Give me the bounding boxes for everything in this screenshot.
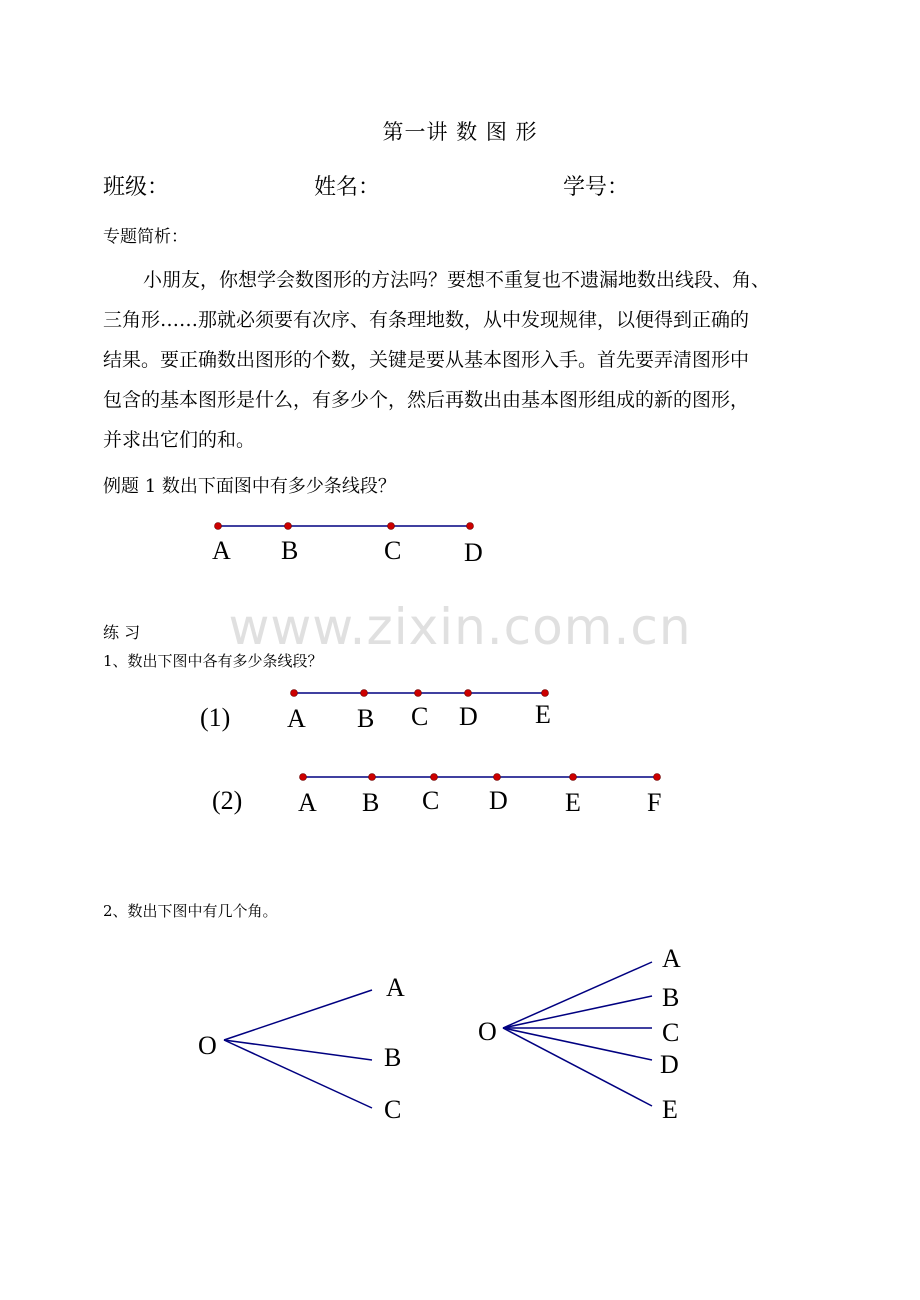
paragraph-line: 小朋友，你想学会数图形的方法吗？要想不重复也不遗漏地数出线段、角、 [143, 269, 771, 291]
point-label: B [357, 704, 375, 733]
segment-point [654, 774, 661, 781]
segment-point [494, 774, 501, 781]
point-label: E [565, 788, 581, 817]
point-label: A [287, 704, 306, 733]
paragraph-line: 并求出它们的和。 [103, 429, 256, 451]
ray-label: D [660, 1050, 679, 1079]
ray-label: E [662, 1095, 678, 1124]
ray-label: C [662, 1018, 680, 1047]
segment-point [215, 523, 222, 530]
point-label: D [489, 786, 508, 815]
vertex-label: O [198, 1031, 217, 1060]
section-heading: 专题简析： [103, 227, 188, 247]
class-label: 班级： [103, 175, 170, 200]
practice-heading: 练 习 [103, 623, 141, 642]
ray-line [503, 996, 652, 1028]
ray-label: B [662, 983, 680, 1012]
ray-label: C [384, 1095, 402, 1124]
question-1: 1、数出下图中各有多少条线段？ [103, 652, 323, 670]
point-label: C [422, 786, 440, 815]
ray-label: B [384, 1043, 402, 1072]
figure-label: (1) [200, 703, 231, 732]
student-id-label: 学号： [563, 175, 630, 200]
segment-point [431, 774, 438, 781]
example-1-heading: 例题 1 数出下面图中有多少条线段？ [103, 476, 396, 497]
point-label: A [212, 536, 231, 565]
segment-point [291, 690, 298, 697]
point-label: F [647, 788, 662, 817]
name-label: 姓名： [314, 175, 381, 200]
page-title: 第一讲 数 图 形 [382, 120, 538, 144]
point-label: C [411, 702, 429, 731]
ray-line [503, 1028, 652, 1060]
point-label: C [384, 536, 402, 565]
segment-point [369, 774, 376, 781]
vertex-label: O [478, 1017, 497, 1046]
paragraph-line: 三角形……那就必须要有次序、有条理地数，从中发现规律，以便得到正确的 [103, 309, 750, 331]
segment-point [465, 690, 472, 697]
point-label: E [535, 700, 551, 729]
segment-point [361, 690, 368, 697]
ray-line [224, 990, 372, 1040]
angle-figure-1 [198, 973, 405, 1124]
segment-point [388, 523, 395, 530]
practice-figure-2 [212, 774, 661, 818]
figure-label: (2) [212, 786, 243, 815]
point-label: B [281, 536, 299, 565]
paragraph-line: 包含的基本图形是什么，有多少个，然后再数出由基本图形组成的新的图形， [103, 389, 750, 411]
point-label: D [464, 538, 483, 567]
point-label: A [298, 788, 317, 817]
segment-point [467, 523, 474, 530]
ray-line [503, 962, 652, 1028]
watermark: www.zixin.com.cn [228, 598, 692, 656]
segment-point [542, 690, 549, 697]
example-segment-figure [212, 523, 483, 568]
segment-point [415, 690, 422, 697]
segment-point [570, 774, 577, 781]
ray-line [503, 1028, 652, 1106]
ray-label: A [386, 973, 405, 1002]
angle-figure-2 [478, 944, 681, 1124]
question-2: 2、数出下图中有几个角。 [103, 902, 278, 920]
point-label: B [362, 788, 380, 817]
point-label: D [459, 702, 478, 731]
segment-point [300, 774, 307, 781]
segment-point [285, 523, 292, 530]
practice-figure-1 [200, 690, 551, 734]
paragraph-line: 结果。要正确数出图形的个数，关键是要从基本图形入手。首先要弄清图形中 [103, 349, 750, 371]
ray-label: A [662, 944, 681, 973]
